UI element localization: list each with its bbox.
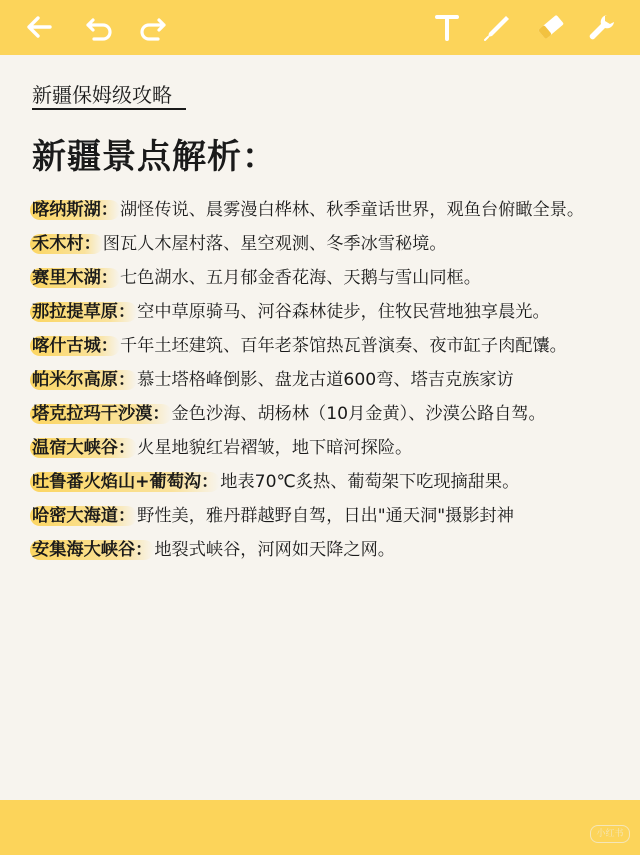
- eraser-icon[interactable]: [534, 10, 568, 44]
- attraction-desc: 金色沙海、胡杨林（10月金黄）、沙漠公路自驾。: [171, 404, 546, 424]
- attraction-desc: 七色湖水、五月郁金香花海、天鹅与雪山同框。: [119, 268, 481, 288]
- bottom-bar: [0, 800, 640, 855]
- attraction-name: 吐鲁番火焰山+葡萄沟：: [32, 472, 219, 492]
- attraction-name: 温宿大峡谷：: [32, 438, 136, 458]
- list-item: [30, 263, 610, 293]
- attraction-name: 禾木村：: [32, 234, 101, 254]
- attraction-desc: 慕士塔格峰倒影、盘龙古道600弯、塔吉克族家访: [137, 370, 514, 390]
- list-item: [30, 297, 610, 327]
- attraction-desc: 千年土坯建筑、百年老茶馆热瓦普演奏、夜市缸子肉配馕。: [119, 336, 567, 356]
- toolbar: [0, 0, 640, 55]
- list-item: [30, 229, 610, 259]
- attraction-list: [30, 195, 610, 569]
- list-item: [30, 433, 610, 463]
- list-item: [30, 399, 610, 429]
- note-page: [0, 55, 640, 800]
- pen-icon[interactable]: [480, 10, 514, 44]
- attraction-desc: 空中草原骑马、河谷森林徒步，住牧民营地独享晨光。: [137, 302, 550, 322]
- undo-icon[interactable]: [82, 10, 116, 44]
- attraction-desc: 火星地貌红岩褶皱，地下暗河探险。: [137, 438, 413, 458]
- attraction-name: 塔克拉玛干沙漠：: [32, 404, 170, 424]
- attraction-name: 哈密大海道：: [32, 506, 136, 526]
- attraction-name: 喀什古城：: [32, 336, 118, 356]
- attraction-name: 喀纳斯湖：: [32, 200, 118, 220]
- watermark: 小红书: [590, 825, 630, 843]
- arrow-left-icon[interactable]: [22, 10, 56, 44]
- attraction-name: 那拉提草原：: [32, 302, 136, 322]
- list-item: [30, 365, 610, 395]
- list-item: [30, 467, 610, 497]
- attraction-desc: 湖怪传说、晨雾漫白桦林、秋季童话世界，观鱼台俯瞰全景。: [119, 200, 585, 220]
- attraction-desc: 图瓦人木屋村落、星空观测、冬季冰雪秘境。: [102, 234, 447, 254]
- attraction-desc: 地裂式峡谷，河网如天降之网。: [154, 540, 395, 560]
- list-item: [30, 501, 610, 531]
- wrench-icon[interactable]: [584, 10, 618, 44]
- attraction-name: 帕米尔高原：: [32, 370, 136, 390]
- attraction-name: 安集海大峡谷：: [32, 540, 153, 560]
- attraction-desc: 地表70℃炙热、葡萄架下吃现摘甜果。: [220, 472, 520, 492]
- page-title: 新疆景点解析：: [32, 137, 277, 177]
- redo-icon[interactable]: [136, 10, 170, 44]
- list-item: [30, 331, 610, 361]
- list-item: [30, 535, 610, 565]
- text-tool-icon[interactable]: [430, 10, 464, 44]
- attraction-name: 赛里木湖：: [32, 268, 118, 288]
- list-item: [30, 195, 610, 225]
- attraction-desc: 野性美，雅丹群越野自驾，日出"通天洞"摄影封神: [137, 506, 514, 526]
- page-subtitle: 新疆保姆级攻略: [32, 82, 186, 110]
